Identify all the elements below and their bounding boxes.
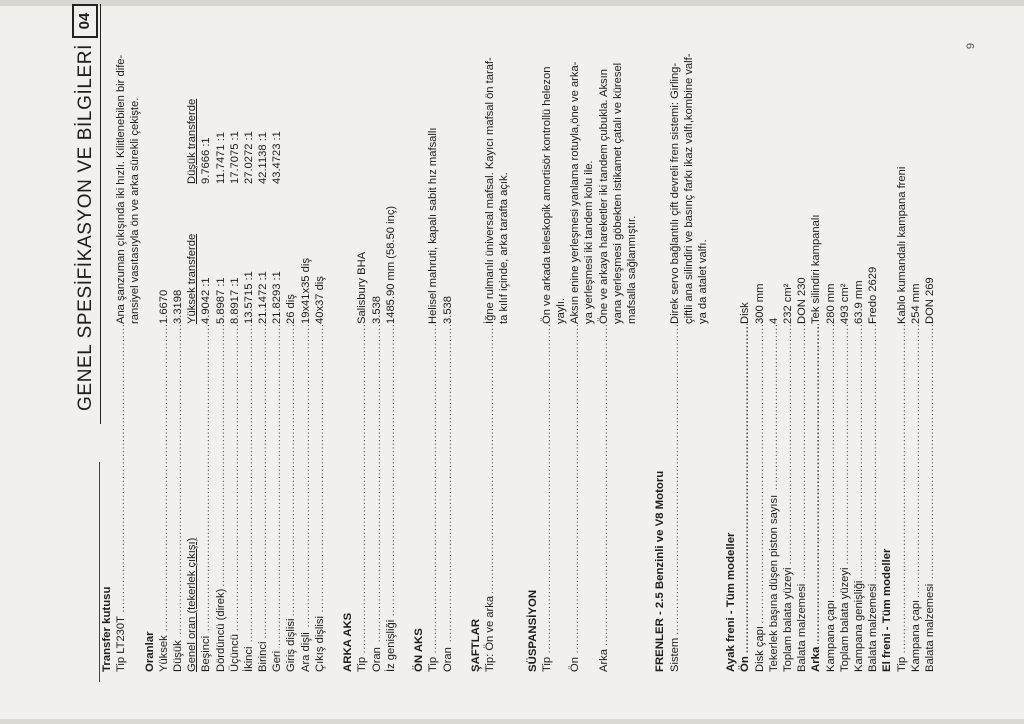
- spec-label: [795, 324, 809, 672]
- spec-label-text: Dördüncü (direk): [215, 586, 227, 672]
- section-heading: [526, 324, 540, 672]
- spec-label-text: İz genişliği: [385, 617, 397, 672]
- spec-label-text: Ara dişli: [300, 629, 312, 672]
- spec-label-text: Genel oran (tekerlek çıkışı): [186, 535, 198, 672]
- spec-value-row: [299, 4, 313, 324]
- spec-label-text: [626, 669, 638, 672]
- spec-value: 232 cm²: [782, 283, 794, 324]
- spec-value-row: [809, 4, 823, 324]
- spec-label-text: Yüksek: [158, 632, 170, 672]
- spec-value: Disk: [739, 302, 752, 324]
- spec-value-row: [270, 4, 284, 324]
- spec-label: [824, 324, 838, 672]
- spec-value-row: [242, 4, 256, 324]
- spec-value-row: [611, 4, 625, 324]
- spec-label: [299, 324, 313, 672]
- spec-value-secondary: 27.0272 :1: [242, 131, 255, 184]
- spec-value: Kablo kumandalı kampana freni: [895, 166, 908, 324]
- spec-value-row: [199, 4, 213, 324]
- spec-value: 1.6670: [157, 289, 170, 324]
- spec-label-text: Kampana çapı: [825, 597, 837, 672]
- spec-label-text: Kampana genişliği: [853, 578, 865, 672]
- spec-value: 63.9 mm: [852, 280, 865, 324]
- spec-label: [781, 324, 795, 672]
- spec-label-text: [697, 669, 709, 672]
- spec-label: [228, 324, 242, 672]
- spec-value-row: [923, 4, 937, 324]
- spec-label: [242, 324, 256, 672]
- page-corner-number: 9: [964, 42, 977, 50]
- spec-value: 3.538: [370, 296, 383, 324]
- spec-value: Ön ve arkada teleskopik amortisör kontrollü helezon: [540, 66, 553, 324]
- spec-label: [185, 324, 199, 672]
- spec-label: [554, 324, 568, 672]
- spacer: [639, 4, 653, 324]
- spec-label-text: Balata malzemesi: [924, 581, 936, 672]
- spec-label: [568, 324, 582, 672]
- spec-label: [597, 324, 611, 672]
- spec-value-secondary: 42.1138 :1: [257, 131, 270, 184]
- spec-label: [313, 324, 327, 672]
- spec-label: [171, 324, 185, 672]
- spec-label: [866, 324, 880, 672]
- spec-value-row: [426, 4, 440, 324]
- spec-value-row: [370, 4, 384, 324]
- spec-value-row: [568, 4, 582, 324]
- spacer: [710, 324, 724, 672]
- spec-value-row: [441, 4, 455, 324]
- section-heading: [341, 324, 355, 672]
- spec-value: 300 mm: [753, 283, 766, 324]
- spec-value-row: [497, 4, 511, 324]
- spec-value: 21.1472 :1: [257, 271, 270, 324]
- section-heading: [143, 324, 157, 672]
- spec-label-text: Giriş dişlisi: [285, 616, 297, 672]
- spec-value: Helisel mahruti, kapalı sabit hız mafsallı: [427, 127, 440, 324]
- spec-label-text: [498, 669, 510, 672]
- spec-value: Aksın enine yerleşmesi yanlama rotuyla,öne ve arka-: [569, 61, 582, 324]
- spec-label: [497, 324, 511, 672]
- spec-value-row: [597, 4, 611, 324]
- section-heading: [100, 324, 114, 672]
- spec-value-row: [554, 4, 568, 324]
- spec-value-row: [214, 4, 228, 324]
- page-header: [72, 4, 101, 424]
- spec-value-row: [100, 4, 114, 324]
- spec-label-text: [583, 669, 595, 672]
- spec-label-text: ŞAFTLAR: [470, 616, 482, 672]
- spec-label-text: Oran: [371, 644, 383, 672]
- spacer: [455, 4, 469, 324]
- spacer: [710, 4, 724, 324]
- spec-label-text: Tip: [427, 654, 439, 672]
- spec-value: ta kılıf içinde, arka tarafta açık.: [498, 172, 511, 324]
- spec-label: [838, 324, 852, 672]
- spec-label-text: Tip: Ön ve arka: [484, 593, 496, 672]
- spec-value-row: [157, 4, 171, 324]
- spec-value: Tek silindiri kampanalı: [810, 214, 823, 324]
- spec-label: [852, 324, 866, 672]
- spec-value-row: [355, 4, 369, 324]
- spec-value: İğne rulmanlı üniversal mafsal. Kayıcı mafsal ön taraf-: [484, 57, 497, 324]
- spec-label-text: Arka: [810, 644, 822, 672]
- spec-value-row: [256, 4, 270, 324]
- spec-label-text: Arka: [598, 646, 610, 672]
- spec-value-row: [284, 4, 298, 324]
- spec-label-text: [683, 669, 695, 672]
- spec-label: [923, 324, 937, 672]
- spec-value-row: [895, 4, 909, 324]
- spec-label: [696, 324, 710, 672]
- spec-label: [540, 324, 554, 672]
- spec-label: [199, 324, 213, 672]
- spec-label-text: SÜSPANSİYON: [527, 587, 539, 672]
- spec-label: [668, 324, 682, 672]
- spec-label-text: Tekerlek başına düşen piston sayısı: [768, 492, 780, 672]
- spec-value-row: [384, 4, 398, 324]
- spec-value: 5.8987 :1: [214, 277, 227, 324]
- spec-value-row: [469, 4, 483, 324]
- spec-label: [114, 324, 128, 672]
- spec-value: 4.9042 :1: [200, 277, 213, 324]
- spec-value: 1485.90 mm (58.50 inç): [384, 205, 397, 324]
- spec-value: çiftli ana silindiri ve basınç farkı ikaz valfı,kombine valf-: [682, 53, 695, 324]
- spacer: [327, 324, 341, 672]
- spec-value-row: [738, 4, 752, 324]
- spec-value-row: [852, 4, 866, 324]
- spec-value: DON 269: [923, 277, 936, 324]
- spec-label-text: Ayak freni - Tüm modeller: [725, 530, 737, 672]
- spec-label-text: Sistem: [669, 635, 681, 672]
- spec-value-row: [781, 4, 795, 324]
- spec-value: 3.3198: [171, 289, 184, 324]
- section-heading: [412, 324, 426, 672]
- spec-value-row: [767, 4, 781, 324]
- spec-value-row: [696, 4, 710, 324]
- spec-value: Öne ve arkaya hareketler iki tandem çubukla. Aksın: [597, 69, 610, 324]
- spacer: [639, 324, 653, 672]
- spec-value-row: [228, 4, 242, 324]
- spec-value-row: [341, 4, 355, 324]
- spec-value-secondary: 11.7471 :1: [214, 131, 227, 184]
- spec-label: [582, 324, 596, 672]
- spec-value: ransiyel vasıtasıyla ön ve arka sürekli çekişte.: [129, 97, 142, 324]
- spec-value-secondary: 17.7075 :1: [228, 131, 241, 184]
- spec-label-text: [612, 669, 624, 672]
- spec-value-row: [114, 4, 128, 324]
- spec-label: [270, 324, 284, 672]
- spec-label-text: Düşük: [172, 637, 184, 672]
- page-title: GENEL SPESİFİKASYON VE BİLGİLERİ: [75, 44, 96, 411]
- spec-value-row: [582, 4, 596, 324]
- chapter-number-box: 04: [72, 4, 98, 38]
- spacer: [398, 4, 412, 324]
- spec-value: DON 230: [796, 277, 809, 324]
- spec-value: yaylı.: [555, 297, 567, 324]
- label-column: [100, 324, 937, 672]
- spec-label: [753, 324, 767, 672]
- spec-label: [441, 324, 455, 672]
- spec-label: [625, 324, 639, 672]
- spec-label: [483, 324, 497, 672]
- spec-label-text: Kampana çapı: [910, 597, 922, 672]
- spec-value-secondary: 9.7666 :1: [200, 137, 213, 184]
- spec-label-text: Çıkış dişlisi: [314, 613, 326, 672]
- spec-label: [370, 324, 384, 672]
- section-heading: [809, 324, 823, 672]
- spec-label-text: Üçüncü: [229, 631, 241, 672]
- spec-value-row: [724, 4, 738, 324]
- spec-value-row: [625, 4, 639, 324]
- spec-value-row: [668, 4, 682, 324]
- spec-label-text: Tip: [896, 654, 908, 672]
- spec-label-text: [129, 669, 141, 672]
- spec-value: ya yerleşmesi iki tandem kolu ile.: [583, 160, 596, 324]
- spec-value: Direk servo bağlantılı çift devreli fren sistemi: Girling-: [668, 62, 681, 324]
- section-heading: [724, 324, 738, 672]
- spec-value-row: [171, 4, 185, 324]
- spec-value: 13.5715 :1: [242, 271, 255, 324]
- spec-value: 493 cm²: [838, 283, 851, 324]
- spec-label-text: Toplam balata yüzeyi: [782, 565, 794, 672]
- spec-label: [426, 324, 440, 672]
- spec-value-row: [313, 4, 327, 324]
- spec-value-row: [909, 4, 923, 324]
- spacer: [327, 4, 341, 324]
- spec-label-text: ARKA AKS: [342, 610, 354, 672]
- spec-label-text: Ön: [739, 653, 751, 672]
- spec-label: [214, 324, 228, 672]
- spec-value: 3.538: [441, 296, 454, 324]
- section-heading: [738, 324, 752, 672]
- spec-value: Yüksek transferde: [186, 233, 199, 324]
- spec-value: 4: [767, 317, 780, 324]
- spec-value: Fredo 2629: [867, 266, 880, 324]
- spec-value-secondary: Düşük transferde: [186, 98, 199, 184]
- spec-label-text: Tip: [356, 654, 368, 672]
- spacer: [511, 324, 525, 672]
- spec-value-row: [838, 4, 852, 324]
- spec-value-row: [795, 4, 809, 324]
- spec-label: [157, 324, 171, 672]
- spacer: [455, 324, 469, 672]
- spec-label-text: Birinci: [257, 639, 269, 672]
- spec-value: ya da atalet valfı.: [696, 239, 709, 324]
- spec-value-row: [824, 4, 838, 324]
- spec-label: [682, 324, 696, 672]
- spec-label: [284, 324, 298, 672]
- spec-value-secondary: 43.4723 :1: [271, 131, 284, 184]
- spec-label: [611, 324, 625, 672]
- spec-label-text: Disk çapı: [754, 623, 766, 672]
- spec-label-text: Tip: [541, 654, 553, 672]
- section-heading: [469, 324, 483, 672]
- spec-label-text: Balata malzemesi: [867, 581, 879, 672]
- spec-label-text: [555, 669, 567, 672]
- spec-value: 40x37 diş: [313, 276, 326, 324]
- spec-value: 21.8293 :1: [271, 271, 284, 324]
- spec-label-text: Beşinci: [200, 633, 212, 672]
- spec-value: 26 diş: [285, 294, 298, 324]
- spec-value: 280 mm: [824, 283, 837, 324]
- spec-label-text: İkinci: [243, 644, 255, 673]
- spec-value-row: [540, 4, 554, 324]
- spec-label: [355, 324, 369, 672]
- spec-label: [767, 324, 781, 672]
- spec-label-text: FRENLER - 2.5 Benzinli ve V8 Motoru: [654, 468, 666, 672]
- spec-label-text: ÖN AKS: [413, 625, 425, 672]
- spec-label: [256, 324, 270, 672]
- spec-value: yana yerleşmesi göbekten istikamet çatalı ve küresel: [611, 62, 624, 324]
- spec-value: 19x41x35 diş: [299, 258, 312, 324]
- spacer: [511, 4, 525, 324]
- spec-label: [384, 324, 398, 672]
- spec-value: 254 mm: [909, 283, 922, 324]
- spec-label-text: Tip LT230T: [115, 613, 127, 672]
- spec-value-row: [128, 4, 142, 324]
- spec-value-row: [483, 4, 497, 324]
- spacer: [398, 324, 412, 672]
- section-heading: [880, 324, 894, 672]
- spec-label-text: Geri: [271, 648, 283, 672]
- spec-label-text: El freni - Tüm modeller: [881, 546, 893, 672]
- spec-value-row: [412, 4, 426, 324]
- spec-label: [128, 324, 142, 672]
- spec-label: [909, 324, 923, 672]
- spec-value-row: [682, 4, 696, 324]
- value-column: [100, 4, 937, 324]
- spec-label-text: Balata malzemesi: [796, 581, 808, 672]
- spec-label-text: Oranlar: [144, 628, 156, 672]
- spec-value-row: [143, 4, 157, 324]
- spec-label-text: Ön: [569, 654, 581, 672]
- spec-label-text: Toplam balata yüzeyi: [839, 565, 851, 672]
- spec-value: mafsalla sağlanmıştır.: [625, 215, 638, 324]
- spec-value: Ana şanzuman çıkışında iki hızlı. Kilitlenebilen bir dife-: [115, 54, 128, 324]
- spec-value-row: [653, 4, 667, 324]
- spec-value-row: [880, 4, 894, 324]
- spec-value-row: [753, 4, 767, 324]
- section-heading: [653, 324, 667, 672]
- spec-value: 8.8917 :1: [228, 277, 241, 324]
- spec-value: Salisbury BHA: [356, 251, 369, 324]
- spec-label: [895, 324, 909, 672]
- spec-label-text: Oran: [442, 644, 454, 672]
- spec-value-row: [866, 4, 880, 324]
- spec-value-row: [526, 4, 540, 324]
- spec-value-row: [185, 4, 199, 324]
- spec-label-text: Transfer kutusu: [101, 584, 113, 672]
